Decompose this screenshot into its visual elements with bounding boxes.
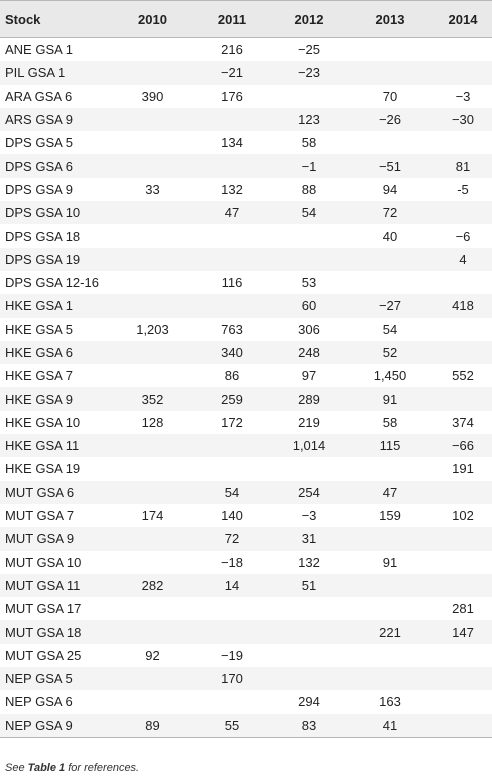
value-cell: 51 [301,577,317,593]
value-cell [192,620,272,643]
table-row [0,85,492,108]
stock-name-cell: HKE GSA 5 [5,321,73,337]
value-cell [113,294,192,317]
value-cell: 41 [346,714,434,738]
value-cell [113,364,192,387]
value-cell: 33 [145,181,160,197]
value-cell [113,457,192,480]
value-cell: 58 [301,135,317,151]
table-row [0,178,492,201]
value-cell: 54 [382,321,398,337]
value-cell: 254 [298,484,320,500]
value-cell: 281 [452,601,474,617]
value-cell: 86 [224,368,240,384]
value-cell [272,667,346,690]
column-header-2011: 2011 [192,1,272,38]
value-cell [272,224,346,247]
value-cell: 147 [452,624,474,640]
value-cell: −18 [220,554,244,570]
value-cell: 259 [221,391,243,407]
value-cell: 282 [141,577,164,593]
table-row [0,551,492,574]
value-cell: 132 [221,181,243,197]
value-cell: −23 [297,65,321,81]
value-cell: 54 [224,484,240,500]
table-row [0,597,492,620]
value-cell: 1,014 [292,438,326,454]
value-cell [192,294,272,317]
value-cell: 216 [221,42,243,58]
stock-name-cell: DPS GSA 19 [5,251,81,267]
value-cell: 72 [224,531,240,547]
value-cell [113,108,192,131]
value-cell [192,457,272,480]
value-cell [272,644,346,667]
value-cell [113,597,192,620]
value-cell [434,131,492,154]
stock-name-cell: MUT GSA 6 [5,484,75,500]
value-cell: 40 [382,228,398,244]
value-cell: 92 [145,647,160,663]
value-cell: −26 [378,112,402,128]
value-cell: 221 [379,624,401,640]
stock-name-cell: HKE GSA 6 [5,345,73,360]
value-cell: 54 [301,205,317,221]
value-cell [272,248,346,271]
value-cell [113,667,192,690]
table-row [0,294,492,317]
table-row [0,457,492,480]
value-cell: 294 [298,694,320,710]
table-row [0,224,492,247]
value-cell [113,201,192,224]
value-cell [113,620,192,643]
value-cell [346,457,434,480]
column-header-2013: 2013 [346,1,434,38]
value-cell: 72 [382,205,398,221]
value-cell: −51 [378,158,402,174]
footnote-table-link[interactable]: Table 1 [27,762,66,774]
value-cell [113,481,192,504]
value-cell [113,551,192,574]
value-cell: −21 [220,65,244,81]
value-cell [113,38,192,62]
value-cell [434,341,492,364]
value-cell: 47 [382,484,398,500]
value-cell: -5 [457,181,469,197]
column-header-2012: 2012 [272,1,346,38]
table-row [0,131,492,154]
stock-name-cell: DPS GSA 12-16 [5,275,99,291]
value-cell: 128 [141,414,164,430]
stock-name-cell: MUT GSA 17 [5,601,82,617]
value-cell [192,597,272,620]
value-cell [434,318,492,341]
value-cell: −19 [220,647,244,663]
value-cell: 219 [298,414,320,430]
value-cell: 4 [459,251,467,267]
value-cell: 55 [192,714,272,738]
column-header-2014: 2014 [434,1,492,38]
value-cell: 1,450 [373,368,407,384]
value-cell [113,527,192,550]
value-cell: 52 [382,345,398,360]
value-cell: 81 [455,158,471,174]
value-cell: 352 [141,391,164,407]
table-row [0,574,492,597]
value-cell: 159 [379,508,401,524]
value-cell [113,154,192,177]
value-cell [346,271,434,294]
value-cell: 248 [298,345,320,360]
table-row [0,620,492,643]
stock-name-cell: DPS GSA 9 [5,181,73,197]
value-cell [113,248,192,271]
value-cell: 116 [221,275,243,291]
value-cell [113,131,192,154]
value-cell [192,154,272,177]
stock-name-cell: DPS GSA 5 [5,135,73,151]
table-row [0,714,492,738]
table-row [0,481,492,504]
value-cell: 88 [301,181,317,197]
value-cell: 374 [452,414,474,430]
value-cell: 176 [221,88,243,104]
value-cell: 97 [301,368,317,384]
value-cell [113,61,192,84]
value-cell: 89 [113,714,192,738]
value-cell [434,551,492,574]
value-cell [192,224,272,247]
stock-name-cell: HKE GSA 1 [5,298,73,314]
value-cell [434,574,492,597]
value-cell [346,667,434,690]
stock-name-cell: MUT GSA 9 [5,531,75,547]
stock-name-cell: PIL GSA 1 [5,65,66,81]
value-cell: 340 [221,345,243,360]
value-cell: −1 [301,158,317,174]
column-header-stock: Stock [0,1,113,38]
value-cell: 123 [298,112,320,128]
table-row [0,504,492,527]
value-cell: −25 [297,42,321,58]
stock-name-cell: HKE GSA 19 [5,461,81,477]
value-cell: 14 [224,577,240,593]
value-cell [113,224,192,247]
stock-name-cell: HKE GSA 7 [5,368,73,384]
value-cell: 170 [221,671,243,687]
value-cell [346,574,434,597]
table-footnote [5,762,139,774]
stock-name-cell: ARS GSA 9 [5,112,73,128]
stock-name-cell: MUT GSA 25 [5,647,82,663]
value-cell [113,341,192,364]
stock-name-cell: DPS GSA 6 [5,158,73,174]
value-cell: 102 [452,508,474,524]
value-cell: 763 [221,321,243,337]
value-cell [346,644,434,667]
value-cell: 418 [452,298,474,314]
table-row [0,108,492,131]
value-cell [272,597,346,620]
value-cell: 31 [301,531,317,547]
value-cell [434,481,492,504]
table-row [0,154,492,177]
value-cell: 390 [141,88,164,104]
table-row [0,341,492,364]
value-cell [346,527,434,550]
stock-name-cell: MUT GSA 11 [5,577,81,593]
stock-name-cell: ARA GSA 6 [5,88,73,104]
value-cell [272,457,346,480]
stock-name-cell: HKE GSA 10 [5,414,81,430]
footnote-suffix: for references. [65,762,140,774]
value-cell: 172 [221,414,243,430]
value-cell: −6 [455,228,471,244]
value-cell [113,271,192,294]
table-row [0,690,492,713]
table-row [0,387,492,410]
value-cell [434,644,492,667]
stock-name-cell: HKE GSA 9 [5,391,73,407]
table-row [0,201,492,224]
stock-name-cell: NEP GSA 5 [5,671,73,687]
value-cell: 60 [301,298,317,314]
table-row [0,364,492,387]
stock-name-cell: MUT GSA 10 [5,554,82,570]
table-row [0,38,492,62]
table-row [0,667,492,690]
value-cell: 132 [298,554,320,570]
stock-name-cell: DPS GSA 18 [5,228,81,244]
value-cell: −66 [451,438,475,454]
value-cell [113,690,192,713]
table-row [0,248,492,271]
footnote-prefix: See [5,762,28,774]
value-cell [434,201,492,224]
table-row [0,644,492,667]
table-row [0,527,492,550]
value-cell: 191 [452,461,474,477]
value-cell: 58 [382,414,398,430]
stock-name-cell: DPS GSA 10 [5,205,81,221]
value-cell [434,271,492,294]
value-cell: −3 [455,88,471,104]
stock-name-cell: MUT GSA 7 [5,508,75,524]
table-row [0,318,492,341]
value-cell [272,85,346,108]
stock-name-cell: NEP GSA 6 [5,694,73,710]
value-cell [192,108,272,131]
table-row [0,411,492,434]
header-row [0,1,492,38]
value-cell: 94 [382,181,398,197]
value-cell: 174 [141,508,164,524]
value-cell: 289 [298,391,320,407]
value-cell [113,434,192,457]
value-cell: 1,203 [136,321,169,337]
stock-name-cell: NEP GSA 9 [0,714,113,738]
value-cell: 115 [379,438,401,454]
stock-name-cell: MUT GSA 18 [5,624,82,640]
value-cell [346,61,434,84]
value-cell [434,667,492,690]
value-cell [192,434,272,457]
value-cell [346,248,434,271]
value-cell: −3 [301,508,317,524]
value-cell: 134 [221,135,243,151]
column-header-2010: 2010 [113,1,192,38]
value-cell [272,620,346,643]
value-cell [434,38,492,62]
table-row [0,61,492,84]
value-cell [192,690,272,713]
value-cell [346,38,434,62]
value-cell: −27 [378,298,402,314]
value-cell: 70 [382,88,398,104]
value-cell: 91 [382,391,398,407]
table-row [0,434,492,457]
table-row [0,271,492,294]
table-body [0,38,492,738]
value-cell: 91 [382,554,398,570]
value-cell [434,527,492,550]
value-cell [434,61,492,84]
value-cell: 552 [452,368,474,384]
value-cell [434,690,492,713]
stock-name-cell: ANE GSA 1 [5,42,73,58]
value-cell: −30 [451,112,475,128]
value-cell: 83 [272,714,346,738]
stock-name-cell: HKE GSA 11 [5,438,80,454]
value-cell [346,597,434,620]
value-cell [434,387,492,410]
value-cell [434,714,492,738]
value-cell: 53 [301,275,317,291]
value-cell: 163 [379,694,401,710]
value-cell: 47 [224,205,240,221]
value-cell [346,131,434,154]
value-cell [192,248,272,271]
value-cell: 140 [221,508,243,524]
value-cell: 306 [298,321,320,337]
